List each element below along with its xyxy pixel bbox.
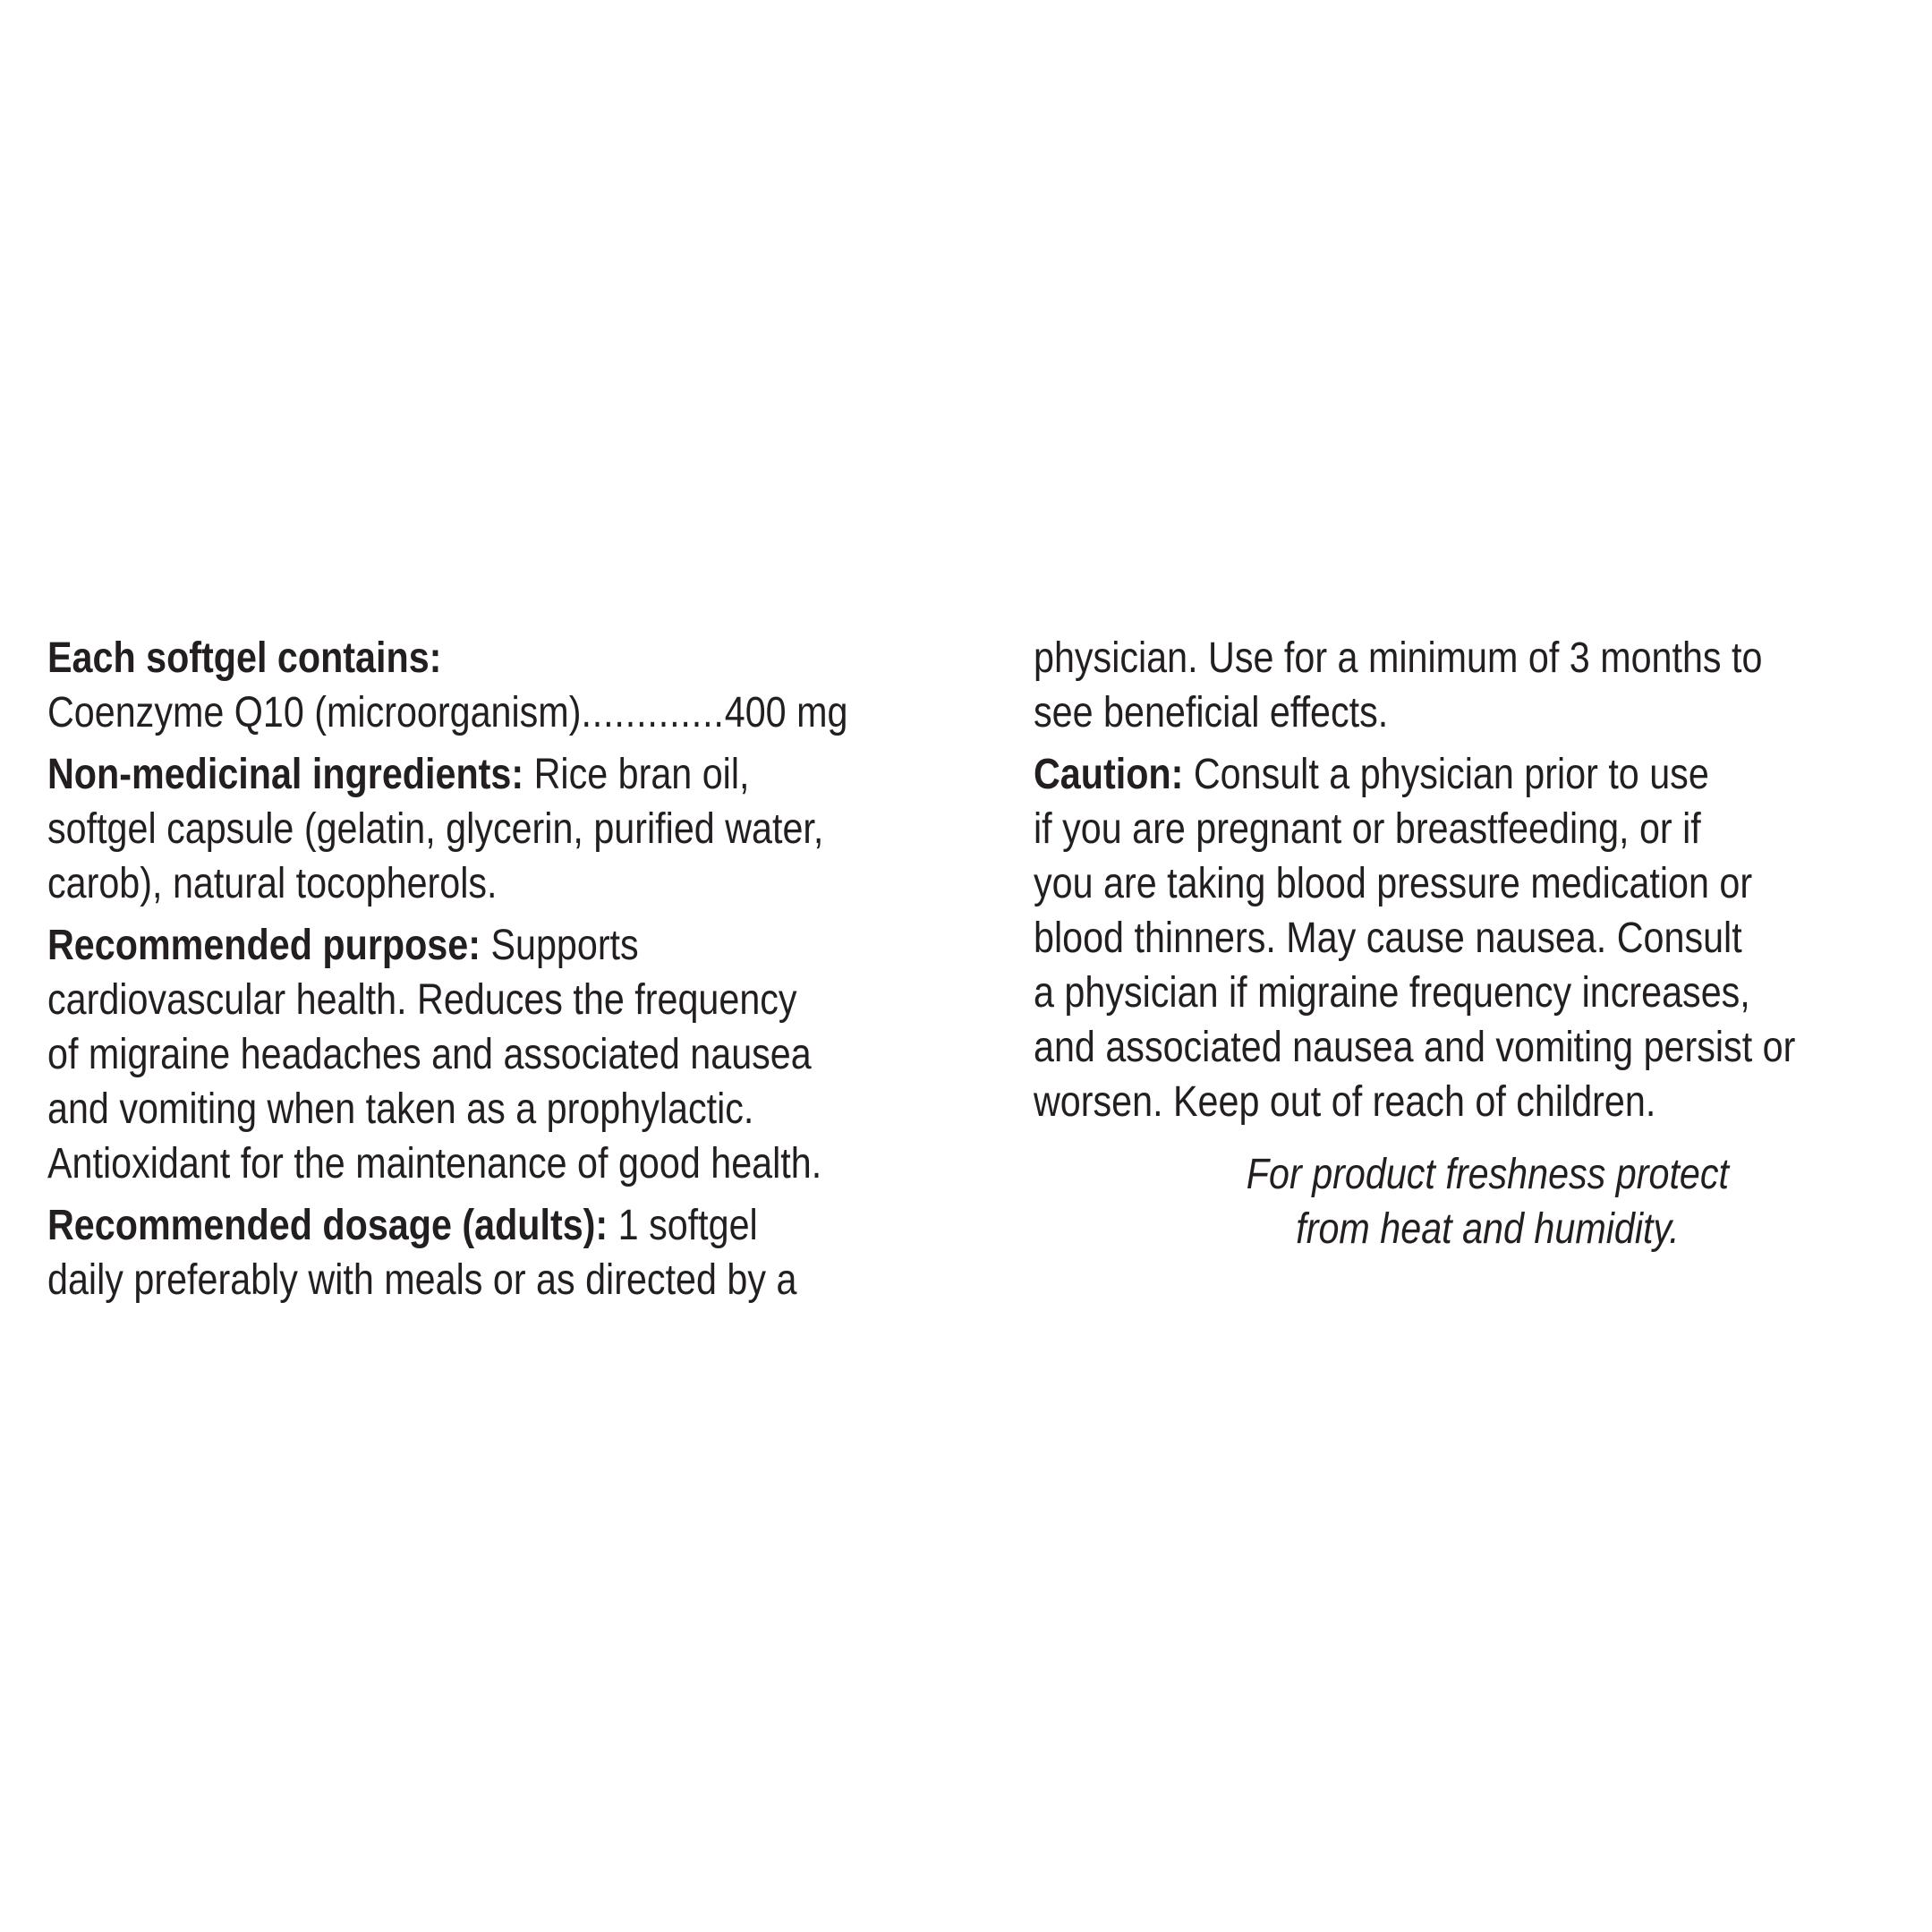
dosage-text-4: see beneficial effects. <box>1034 689 1389 736</box>
supplement-label-panel <box>47 631 1909 1311</box>
caution-line-1 <box>1034 747 1911 802</box>
purpose-section <box>47 918 847 1191</box>
storage-text-1: For product freshness protect <box>1246 1151 1729 1198</box>
dosage-line-1 <box>47 1198 847 1253</box>
contains-heading: Each softgel contains: <box>47 634 442 682</box>
storage-text-2: from heat and humidity. <box>1296 1205 1680 1253</box>
caution-text-7: worsen. Keep out of reach of children. <box>1034 1078 1656 1126</box>
purpose-line-1 <box>47 918 847 973</box>
dosage-label: Recommended dosage (adults): <box>47 1202 609 1249</box>
caution-label: Caution: <box>1034 751 1184 798</box>
caution-section <box>1034 747 1911 1129</box>
dosage-section <box>47 1198 847 1307</box>
purpose-text-3: of migraine headaches and associated nausea <box>47 1031 812 1078</box>
purpose-text-4: and vomiting when taken as a prophylactic. <box>47 1085 754 1133</box>
non-medicinal-text-3: carob), natural tocopherols. <box>47 860 498 907</box>
dosage-text-1: 1 softgel <box>608 1202 758 1249</box>
dosage-continued-section <box>1034 631 1911 740</box>
non-medicinal-line-1 <box>47 747 847 802</box>
non-medicinal-text-2: softgel capsule (gelatin, glycerin, purified water, <box>47 805 824 853</box>
dot-leader: ............. <box>581 689 725 736</box>
medicinal-ingredient-name: Coenzyme Q10 (microorganism) <box>47 689 582 736</box>
caution-text-1: Consult a physician prior to use <box>1183 751 1709 798</box>
purpose-text-5: Antioxidant for the maintenance of good health. <box>47 1140 822 1187</box>
purpose-text-1: Supports <box>480 922 639 969</box>
non-medicinal-text-1: Rice bran oil, <box>523 751 750 798</box>
left-column <box>47 631 847 1315</box>
purpose-text-2: cardiovascular health. Reduces the frequency <box>47 976 797 1024</box>
storage-note <box>1034 1147 1932 1256</box>
non-medicinal-section <box>47 747 847 911</box>
caution-text-5: a physician if migraine frequency increases, <box>1034 969 1750 1017</box>
right-column <box>1034 631 1911 1256</box>
purpose-label: Recommended purpose: <box>47 922 481 969</box>
caution-text-3: you are taking blood pressure medication or <box>1034 860 1753 907</box>
medicinal-ingredient-row <box>47 685 847 740</box>
dosage-text-3: physician. Use for a minimum of 3 months to <box>1034 634 1763 682</box>
caution-text-6: and associated nausea and vomiting persist or <box>1034 1024 1796 1071</box>
contains-section <box>47 631 847 740</box>
medicinal-ingredient-amount: 400 mg <box>724 689 848 736</box>
caution-text-4: blood thinners. May cause nausea. Consult <box>1034 915 1742 962</box>
caution-text-2: if you are pregnant or breastfeeding, or if <box>1034 805 1701 853</box>
non-medicinal-label: Non-medicinal ingredients: <box>47 751 524 798</box>
dosage-text-2: daily preferably with meals or as directed by a <box>47 1256 797 1304</box>
